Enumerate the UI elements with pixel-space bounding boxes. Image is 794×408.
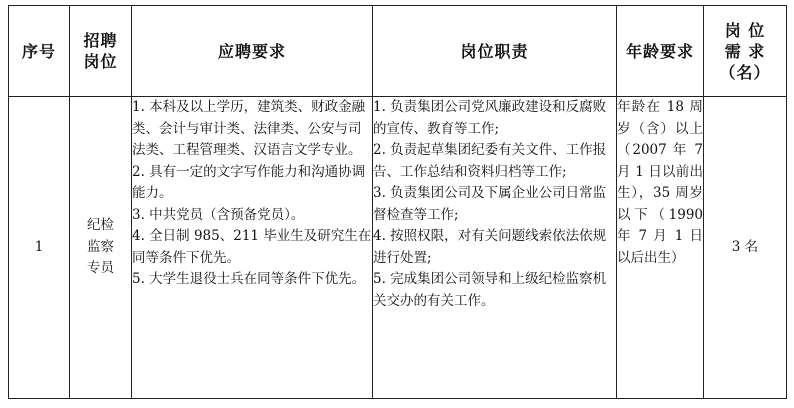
header-headcount-line: 岗 位 [724, 20, 766, 40]
requirement-item: 4. 全日制 985、211 毕业生及研究生在同等条件下优先。 [132, 228, 372, 266]
duty-item: 1. 负责集团公司党风廉政建设和反腐败的宣传、教育等工作; [373, 99, 607, 137]
cell-duties [373, 97, 617, 399]
header-seq: 序号 [9, 6, 70, 97]
position-name-line: 专员 [87, 260, 114, 277]
header-age: 年龄要求 [617, 6, 704, 97]
header-headcount-line: 需 求 [724, 41, 766, 61]
duty-item: 2. 负责起草集团纪委有关文件、工作报告、工作总结和资料归档等工作; [373, 142, 607, 180]
cell-headcount: 3 名 [704, 97, 787, 399]
header-headcount-line: （名） [719, 62, 771, 82]
header-headcount [704, 6, 787, 97]
cell-age: 年龄在 18 周岁（含）以上（2007 年 7 月 1 日以前出生），35 周岁以下（1990 年 7 月 1 日以后出生） [617, 97, 704, 399]
header-position-line: 招聘 [83, 31, 118, 50]
cell-seq: 1 [9, 97, 70, 399]
header-position [70, 6, 132, 97]
requirement-item: 1. 本科及以上学历，建筑类、财政金融类、会计与审计类、法律类、公安与司法类、工程管理类、汉语言文学专业。 [132, 99, 366, 158]
duty-item: 3. 负责集团公司及下属企业公司日常监督检查等工作; [373, 185, 607, 223]
requirement-item: 2. 具有一定的文字写作能力和沟通协调能力。 [132, 163, 366, 201]
cell-position [70, 97, 132, 399]
position-name-line: 纪检 [87, 217, 114, 234]
requirement-item: 3. 中共党员（含预备党员）。 [132, 206, 305, 223]
header-position-line: 岗位 [83, 52, 118, 71]
recruitment-table [8, 5, 787, 399]
cell-requirements [132, 97, 373, 399]
table-header-row [9, 6, 787, 97]
requirement-item: 5. 大学生退役士兵在同等条件下优先。 [132, 271, 366, 287]
duty-item: 5. 完成集团公司领导和上级纪检监察机关交办的有关工作。 [373, 271, 607, 309]
header-requirements: 应聘要求 [132, 6, 373, 97]
table-row [9, 97, 787, 399]
position-name-line: 监察 [87, 238, 114, 255]
recruitment-table-wrapper [8, 5, 787, 399]
header-duties: 岗位职责 [373, 6, 617, 97]
duty-item: 4. 按照权限，对有关问题线索依法依规进行处置; [373, 228, 607, 266]
